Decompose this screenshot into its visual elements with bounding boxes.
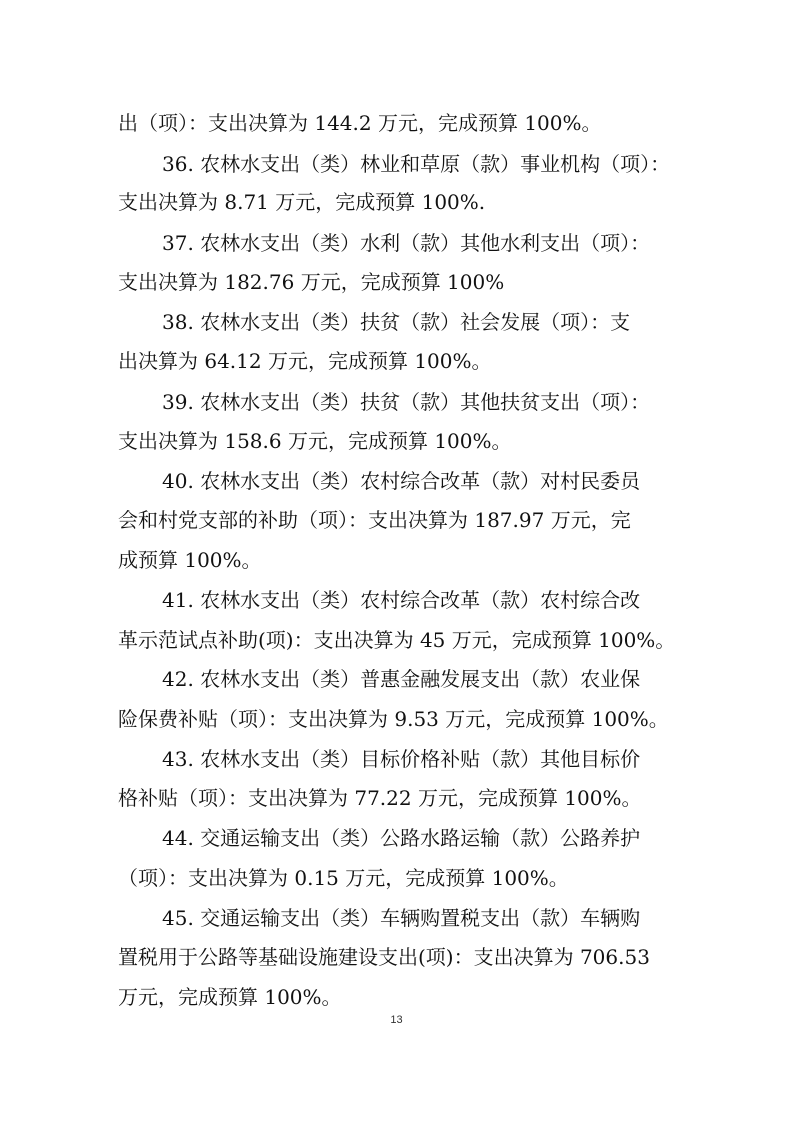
paragraph-41-line-2: 革示范试点补助(项)：支出决算为 45 万元，完成预算 100%。 <box>118 628 676 652</box>
paragraph-40-line-2: 会和村党支部的补助（项）：支出决算为 187.97 万元，完 <box>118 508 631 532</box>
paragraph-44-line-2: （项）：支出决算为 0.15 万元，完成预算 100%。 <box>118 866 569 890</box>
paragraph-38-line-2: 出决算为 64.12 万元，完成预算 100%。 <box>118 349 492 373</box>
paragraph-43-line-1: 43. 农林水支出（类）目标价格补贴（款）其他目标价 <box>162 747 641 771</box>
paragraph-39-line-2: 支出决算为 158.6 万元，完成预算 100%。 <box>118 429 512 453</box>
paragraph-37-line-2: 支出决算为 182.76 万元，完成预算 100% <box>118 270 505 294</box>
paragraph-45-line-3: 万元，完成预算 100%。 <box>118 985 342 1009</box>
text-line: 出（项）：支出决算为 144.2 万元，完成预算 100%。 <box>118 111 602 135</box>
paragraph-37-line-1: 37. 农林水支出（类）水利（款）其他水利支出（项）： <box>162 231 651 255</box>
paragraph-42-line-2: 险保费补贴（项）：支出决算为 9.53 万元，完成预算 100%。 <box>118 707 669 731</box>
paragraph-40-line-3: 成预算 100%。 <box>118 548 262 572</box>
paragraph-39-line-1: 39. 农林水支出（类）扶贫（款）其他扶贫支出（项）： <box>162 390 651 414</box>
paragraph-36-line-1: 36. 农林水支出（类）林业和草原（款）事业机构（项）： <box>162 152 671 176</box>
paragraph-44-line-1: 44. 交通运输支出（类）公路水路运输（款）公路养护 <box>162 826 641 850</box>
page-number: 13 <box>390 1014 403 1026</box>
paragraph-45-line-2: 置税用于公路等基础设施建设支出(项)：支出决算为 706.53 <box>118 945 650 969</box>
paragraph-41-line-1: 41. 农林水支出（类）农村综合改革（款）农村综合改 <box>162 588 641 612</box>
paragraph-45-line-1: 45. 交通运输支出（类）车辆购置税支出（款）车辆购 <box>162 906 641 930</box>
paragraph-36-line-2: 支出决算为 8.71 万元，完成预算 100%. <box>118 190 486 214</box>
paragraph-38-line-1: 38. 农林水支出（类）扶贫（款）社会发展（项）：支 <box>162 310 631 334</box>
paragraph-40-line-1: 40. 农林水支出（类）农村综合改革（款）对村民委员 <box>162 469 641 493</box>
paragraph-42-line-1: 42. 农林水支出（类）普惠金融发展支出（款）农业保 <box>162 667 641 691</box>
paragraph-43-line-2: 格补贴（项）：支出决算为 77.22 万元，完成预算 100%。 <box>118 786 642 810</box>
